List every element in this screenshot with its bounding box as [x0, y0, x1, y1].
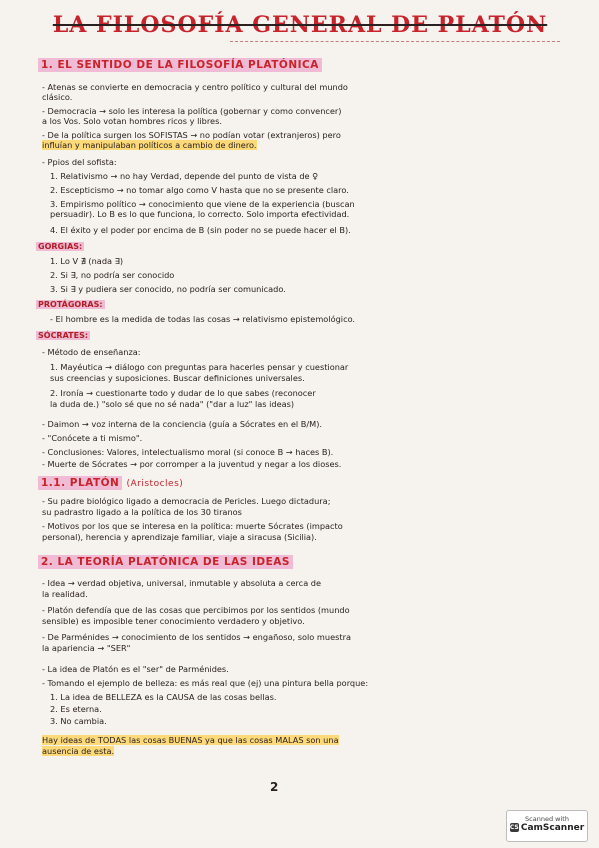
note-line: - Su padre biológico ligado a democracia de Pericles. Luego dictadura; — [42, 496, 331, 506]
note-line: persuadir). Lo B es lo que funciona, lo correcto. Solo importa efectividad. — [50, 209, 350, 219]
page-number: 2 — [270, 780, 279, 794]
note-line: 1. Lo V ∄ (nada ∃) — [50, 256, 124, 266]
note-line: personal), herencia y aprendizaje familiar, viaje a siracusa (Sicilia). — [42, 532, 317, 542]
socrates-heading-text: SÓCRATES: — [38, 331, 89, 340]
note-line: - Atenas se convierte en democracia y centro político y cultural del mundo — [42, 82, 348, 92]
note-line: sensible) es imposible tener conocimiento verdadero y objetivo. — [42, 616, 305, 626]
section-heading-1 — [34, 58, 326, 72]
camscanner-logo-icon: CS — [509, 824, 519, 831]
note-line — [42, 746, 114, 756]
highlight-text: influían y manipulaban políticos a cambio de dinero. — [42, 140, 257, 150]
note-line: - Tomando el ejemplo de belleza: es más real que (ej) una pintura bella porque: — [42, 678, 369, 688]
protagoras-heading-text: PROTÁGORAS: — [38, 300, 103, 309]
note-line: - Conclusiones: Valores, intelectualismo moral (si conoce B → haces B). — [42, 447, 334, 457]
highlight-text: ausencia de esta. — [42, 746, 115, 756]
note-line: 1. La idea de BELLEZA es la CAUSA de las cosas bellas. — [50, 692, 277, 702]
note-line: - Idea → verdad objetiva, universal, inmutable y absoluta a cerca de — [42, 578, 322, 588]
note-line: - Platón defendía que de las cosas que percibimos por los sentidos (mundo — [42, 605, 350, 615]
note-line: - "Conócete a ti mismo". — [42, 433, 143, 443]
note-line: 2. Es eterna. — [50, 704, 102, 714]
camscanner-watermark — [506, 810, 588, 842]
note-line: a los Vos. Solo votan hombres ricos y libres. — [42, 116, 222, 126]
note-line: 2. Ironía → cuestionarte todo y dudar de lo que sabes (reconocer — [50, 388, 316, 398]
scanner-brand-text: CamScanner — [520, 823, 585, 833]
note-line: - Método de enseñanza: — [42, 347, 141, 357]
section-heading-1-1-text: 1.1. PLATÓN — [38, 476, 122, 490]
note-line: - Muerte de Sócrates → por corromper a la juventud y negar a los dioses. — [42, 459, 342, 469]
note-line: - Daimon → voz interna de la conciencia (guía a Sócrates en el B/M). — [42, 419, 323, 429]
note-line: - Ppios del sofista: — [42, 157, 117, 167]
note-line: - Motivos por los que se interesa en la política: muerte Sócrates (impacto — [42, 521, 343, 531]
section-heading-2-text: 2. LA TEORÍA PLATÓNICA DE LAS IDEAS — [38, 555, 293, 569]
highlight-text: Hay ideas de TODAS las cosas BUENAS ya que las cosas MALAS son una — [42, 735, 339, 745]
note-line: 3. Empirismo político → conocimiento que viene de la experiencia (buscan — [50, 199, 355, 209]
socrates-heading — [36, 331, 90, 340]
gorgias-heading — [36, 242, 84, 251]
note-line: - El hombre es la medida de todas las cosas → relativismo epistemológico. — [50, 314, 356, 324]
note-line: 1. Relativismo → no hay Verdad, depende del punto de vista de ♀ — [50, 171, 319, 181]
gorgias-heading-text: GORGIAS: — [38, 242, 83, 251]
note-line: su padrastro ligado a la política de los 30 tiranos — [42, 507, 242, 517]
note-line: la realidad. — [42, 589, 88, 599]
note-line: clásico. — [42, 92, 73, 102]
title-decoration — [230, 41, 560, 54]
note-line: - De Parménides → conocimiento de los sentidos → engañoso, solo muestra — [42, 632, 351, 642]
note-line: - Democracia → solo les interesa la política (gobernar y como convencer) — [42, 106, 342, 116]
note-line: 3. No cambia. — [50, 716, 107, 726]
note-line — [42, 735, 339, 745]
note-line: 1. Mayéutica → diálogo con preguntas para hacerles pensar y cuestionar — [50, 362, 349, 372]
section-heading-1-text: 1. EL SENTIDO DE LA FILOSOFÍA PLATÓNICA — [38, 58, 322, 72]
note-line: la apariencia → "SER" — [42, 643, 131, 653]
protagoras-heading — [36, 300, 105, 309]
note-line — [42, 140, 257, 150]
scanner-caption: Scanned with — [525, 815, 569, 823]
note-line: la duda de.) "solo sé que no sé nada" ("dar a luz" las ideas) — [50, 399, 295, 409]
note-line: 2. Escepticismo → no tomar algo como V hasta que no se presente claro. — [50, 185, 349, 195]
note-line: 4. El éxito y el poder por encima de B (sin poder no se puede hacer el B). — [50, 225, 351, 235]
section-heading-2 — [34, 555, 297, 569]
note-line: 2. Si ∃, no podría ser conocido — [50, 270, 175, 280]
note-line: sus creencias y suposiciones. Buscar definiciones universales. — [50, 373, 305, 383]
scanner-brand — [507, 823, 587, 833]
section-heading-1-1-note: (Aristocles) — [126, 479, 184, 489]
note-line: - De la política surgen los SOFISTAS → no podían votar (extranjeros) pero — [42, 130, 341, 140]
note-line: 3. Si ∃ y pudiera ser conocido, no podría ser comunicado. — [50, 284, 286, 294]
page-title: LA FILOSOFÍA GENERAL DE PLATÓN — [52, 12, 548, 38]
note-line: - La idea de Platón es el "ser" de Parménides. — [42, 664, 229, 674]
section-heading-1-1 — [34, 476, 187, 490]
